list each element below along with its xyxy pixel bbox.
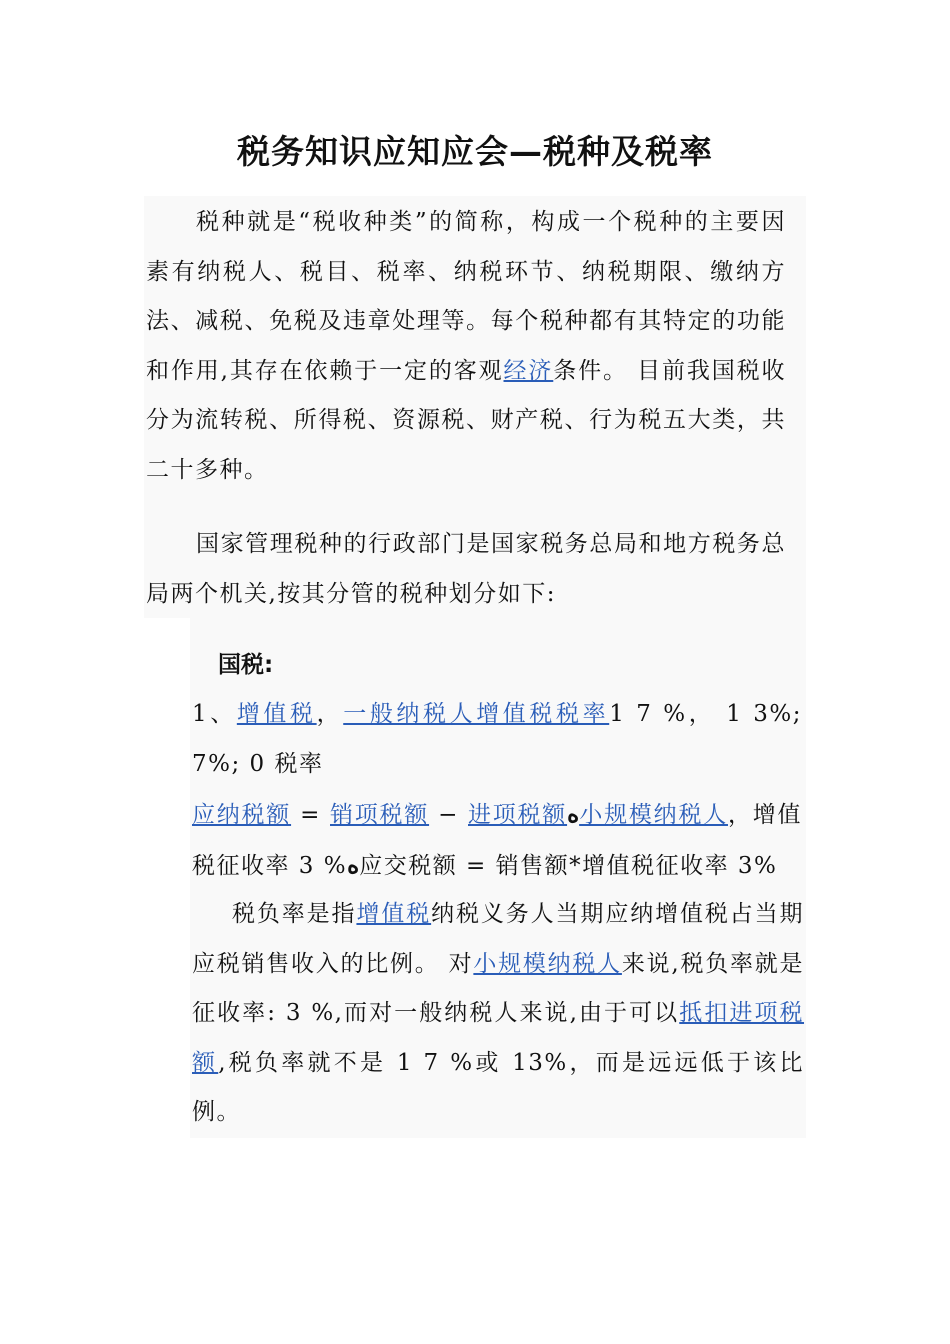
tax-burden-paragraph (192, 890, 804, 1138)
formula-equals: = (291, 802, 330, 828)
intro-text-b: 条件。 目前我国税收分为流转税、所得税、资源税、财产税、行为税五大类，共二十多种。 (146, 357, 787, 483)
link-vat-2[interactable]: 增值税 (356, 901, 432, 927)
link-general-taxpayer-rate[interactable]: 一般纳税人增值税税率 (343, 701, 610, 727)
burden-text-b: 纳税义务人当期应纳增值税占当期应税销售收入的比例。 对 (192, 901, 805, 977)
page-title: 税务知识应知应会—税种及税率 (237, 132, 713, 171)
burden-text-d: ,税负率就不是 1 7 %或 13%，而是远远低于该比例。 (192, 1049, 804, 1125)
vat-item (192, 690, 802, 789)
link-deduct-input-tax[interactable]: 抵扣进项税额 (192, 1000, 805, 1076)
link-jingji[interactable]: 经济 (503, 357, 554, 384)
link-tax-payable[interactable]: 应纳税额 (192, 802, 292, 828)
separator-glyph: ه (567, 801, 580, 828)
section-heading-guoshui: 国税: (218, 652, 274, 678)
intro-text-a: 税种就是“税收种类”的简称，构成一个税种的主要因素有纳税人、税目、税率、纳税环节、纳税期限、缴纳方法、减税、免税及违章处理等。每个税种都有其特定的功能和作用,其存在依赖于一定的客观 (146, 209, 786, 384)
link-input-tax[interactable]: 进项税额 (468, 802, 568, 828)
intro-paragraph-1 (146, 198, 786, 495)
item-comma: ， (316, 701, 344, 727)
burden-text-c: 来说,税负率就是征收率: 3 %,而对一般纳税人来说,由于可以 (192, 950, 805, 1026)
vat-formula (192, 790, 802, 891)
link-vat[interactable]: 增值税 (236, 701, 317, 727)
link-output-tax[interactable]: 销项税额 (330, 802, 430, 828)
item-number: 1、 (192, 701, 237, 727)
burden-text-a: 税负率是指 (232, 901, 357, 927)
separator-glyph: ه (347, 851, 360, 879)
link-small-taxpayer[interactable]: 小规模纳税人 (579, 802, 728, 828)
link-small-taxpayer-2[interactable]: 小规模纳税人 (473, 950, 622, 977)
intro-paragraph-2: 国家管理税种的行政部门是国家税务总局和地方税务总局两个机关,按其分管的税种划分如下: (146, 531, 786, 607)
vat-rates: 1 7 %， 1 3%; 7%; 0 税率 (192, 701, 803, 777)
formula-text-1: ，增值税征收率 3 % (192, 802, 803, 879)
formula-text-2: 应交税额 = 销售额*增值税征收率 3% (359, 852, 778, 879)
formula-minus: − (429, 802, 468, 828)
